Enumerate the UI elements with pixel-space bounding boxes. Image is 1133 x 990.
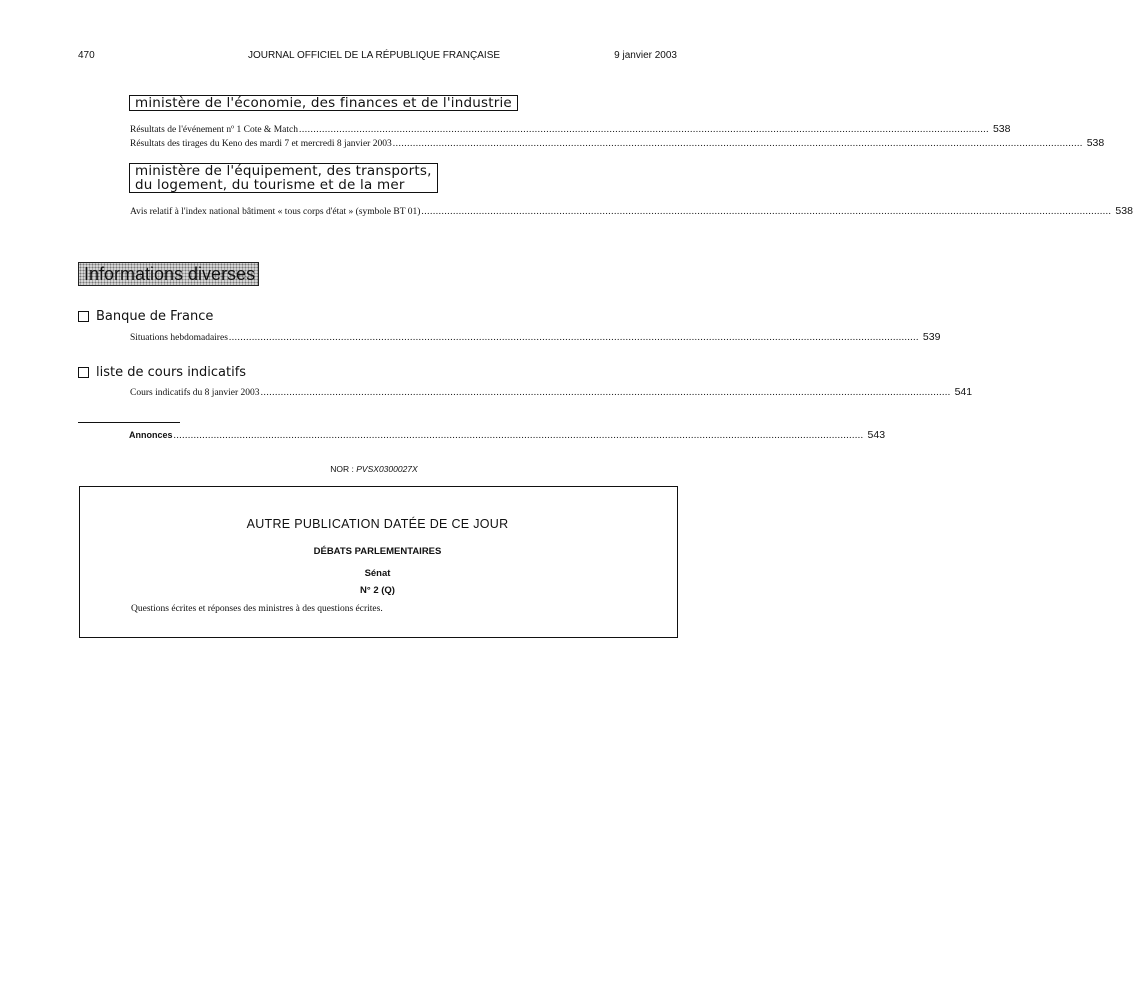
toc-entry-annonces — [129, 429, 886, 442]
issue-date: 9 janvier 2003 — [614, 50, 677, 61]
checkbox-icon — [78, 311, 89, 322]
entry-text: Résultats des tirages du Keno des mardi 7 et mercredi 8 janvier 2003 — [130, 139, 392, 149]
entry-page: 541 — [954, 386, 973, 398]
leader-dots: ................................................................................................................................................................................................................................................ — [421, 207, 1112, 217]
publication-description: Questions écrites et réponses des ministres à des questions écrites. — [131, 604, 383, 614]
toc-entry-cote-match — [130, 123, 1011, 136]
other-publication-box — [79, 486, 678, 638]
informations-diverses-banner: Informations diverses — [78, 262, 259, 286]
divider-rule — [78, 422, 180, 423]
entry-page: 538 — [992, 123, 1011, 135]
toc-entry-keno — [130, 137, 1105, 150]
entry-page: 538 — [1115, 205, 1133, 217]
toc-entry-index-batiment — [130, 205, 1133, 218]
entry-text: Résultats de l'événement nº 1 Cote & Match — [130, 125, 298, 135]
ministry-equipement-title — [129, 163, 438, 193]
ministry-title-line: du logement, du tourisme et de la mer — [135, 177, 405, 193]
entry-text: Avis relatif à l'index national bâtiment « tous corps d'état » (symbole BT 01) — [130, 207, 421, 217]
entry-text: Cours indicatifs du 8 janvier 2003 — [130, 388, 260, 398]
section-title: liste de cours indicatifs — [96, 365, 247, 380]
entry-text: Situations hebdomadaires — [130, 333, 228, 343]
other-publication-heading: AUTRE PUBLICATION DATÉE DE CE JOUR — [246, 517, 509, 531]
nor-label: NOR : — [330, 464, 354, 474]
nor-code: PVSX0300027X — [356, 464, 418, 474]
leader-dots: ................................................................................................................................................................................................................................................ — [298, 125, 989, 135]
section-title: Banque de France — [96, 309, 214, 324]
section-banque-de-france — [78, 309, 213, 324]
toc-entry-cours — [130, 386, 973, 399]
ministry-title-line: ministère de l'équipement, des transports, — [135, 163, 432, 179]
nor-line — [0, 464, 748, 474]
leader-dots: ................................................................................................................................................................................................................................................ — [173, 431, 864, 441]
ministry-economie-title — [129, 95, 518, 111]
leader-dots: ................................................................................................................................................................................................................................................ — [228, 333, 919, 343]
ministry-title-line: ministère de l'économie, des finances et de l'industrie — [135, 95, 512, 111]
publication-number: N° 2 (Q) — [360, 585, 395, 596]
debats-parlementaires: DÉBATS PARLEMENTAIRES — [313, 546, 442, 557]
section-cours-indicatifs — [78, 365, 246, 380]
entry-text: Annonces — [129, 430, 173, 440]
entry-page: 539 — [922, 331, 941, 343]
chamber-senat: Sénat — [364, 568, 391, 579]
journal-title: JOURNAL OFFICIEL DE LA RÉPUBLIQUE FRANÇAISE — [247, 50, 501, 61]
page-number: 470 — [78, 50, 95, 61]
toc-entry-situations — [130, 331, 941, 344]
checkbox-icon — [78, 367, 89, 378]
entry-page: 543 — [867, 429, 886, 441]
entry-page: 538 — [1086, 137, 1105, 149]
leader-dots: ................................................................................................................................................................................................................................................ — [392, 139, 1083, 149]
leader-dots: ................................................................................................................................................................................................................................................ — [260, 388, 951, 398]
